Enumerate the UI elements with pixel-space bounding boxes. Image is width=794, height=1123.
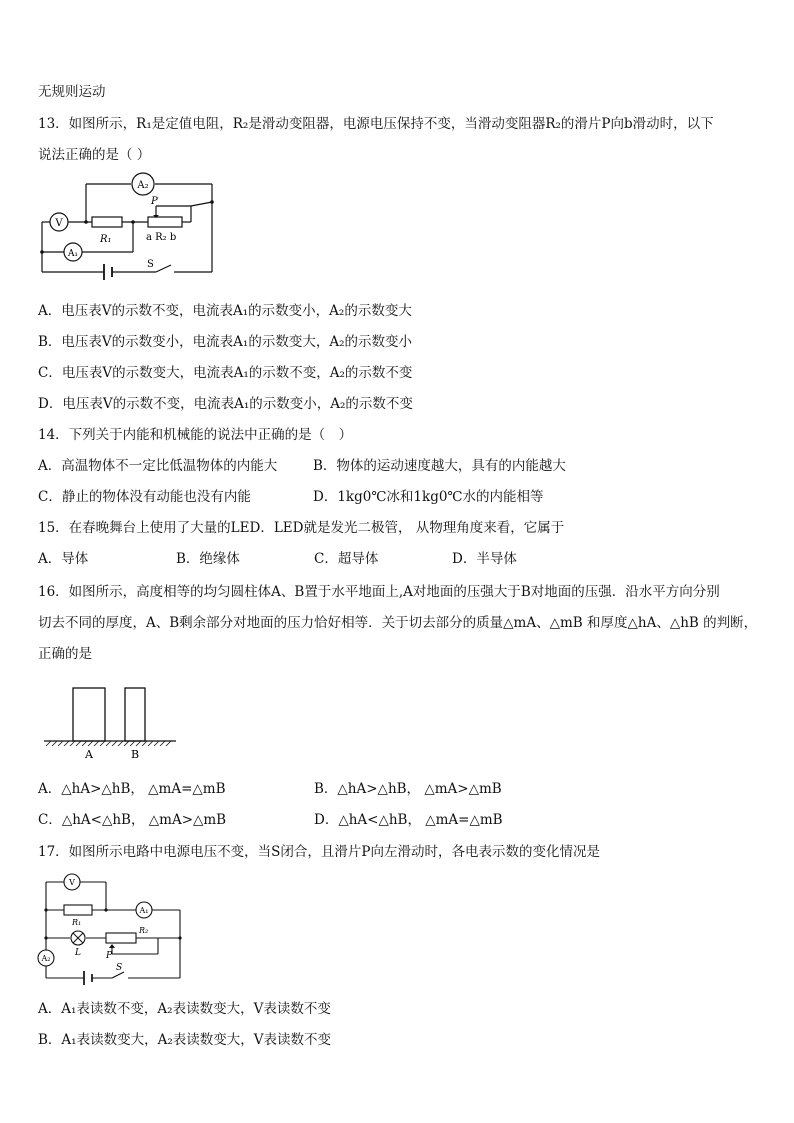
q13-s-label: S	[147, 259, 154, 270]
q16-option-a: A．△hA>△hB， △mA=△mB	[38, 781, 226, 797]
q13-option-a: A．电压表V的示数不变，电流表A₁的示数变小，A₂的示数变大	[38, 303, 412, 319]
q16-stem-line2: 切去不同的厚度，A、B剩余部分对地面的压力恰好相等．关于切去部分的质量△mA、△mB 和厚度△hA、△hB 的判断，	[38, 615, 758, 631]
q15-option-d: D．半导体	[452, 551, 517, 567]
q17-p-label: P	[106, 951, 113, 961]
q13-a1-label: A₁	[67, 249, 79, 259]
q17-a1-label: A₁	[139, 906, 149, 915]
q14-option-d: D．1kg0℃冰和1kg0℃水的内能相等	[313, 489, 544, 505]
q16-stem-line1: 16．如图所示，高度相等的均匀圆柱体A、B置于水平地面上,A对地面的压强大于B对地面的压强．沿水平方向分别	[38, 584, 720, 600]
q14-option-b: B．物体的运动速度越大，具有的内能越大	[313, 458, 566, 474]
q13-v-label: V	[55, 218, 63, 229]
q14-option-c: C．静止的物体没有动能也没有内能	[38, 489, 251, 505]
q17-r1-label: R₁	[72, 918, 82, 927]
q16-cylinders-diagram	[40, 684, 180, 764]
q17-stem: 17．如图所示电路中电源电压不变，当S闭合，且滑片P向左滑动时，各电表示数的变化情况是	[38, 844, 601, 860]
q15-option-a: A．导体	[38, 551, 89, 567]
q17-circuit-diagram	[36, 870, 186, 985]
q16-option-d: D．△hA<△hB， △mA=△mB	[314, 812, 503, 828]
q13-r1-label: R₁	[100, 234, 112, 245]
q17-option-a: A．A₁表读数不变，A₂表读数变大，V表读数不变	[38, 1001, 331, 1017]
q16-option-c: C．△hA<△hB， △mA>△mB	[38, 812, 227, 828]
q15-option-b: B．绝缘体	[176, 551, 240, 567]
q17-option-b: B．A₁表读数变大，A₂表读数变大，V表读数不变	[38, 1032, 331, 1048]
q13-p-label: P	[151, 196, 158, 207]
q13-option-c: C．电压表V的示数变大，电流表A₁的示数不变，A₂的示数不变	[38, 365, 413, 381]
q13-stem-line1: 13．如图所示，R₁是定值电阻，R₂是滑动变阻器，电源电压保持不变，当滑动变阻器R₂的滑片P向b滑动时，以下	[38, 116, 714, 132]
q17-r2-label: R₂	[139, 926, 149, 935]
q15-option-c: C．超导体	[314, 551, 379, 567]
q14-stem: 14．下列关于内能和机械能的说法中正确的是（ ）	[38, 427, 353, 443]
q17-a2-label: A₂	[41, 954, 51, 963]
q16-stem-line3: 正确的是	[38, 646, 92, 662]
q16-label-a: A	[85, 748, 93, 761]
q13-circuit-diagram	[36, 172, 226, 282]
q13-option-b: B．电压表V的示数变小，电流表A₁的示数变大，A₂的示数变小	[38, 334, 412, 350]
q17-l-label: L	[75, 948, 81, 958]
q13-a2-label: A₂	[137, 180, 149, 191]
q17-s-label: S	[116, 963, 123, 973]
q17-v-label: V	[69, 878, 75, 887]
q13-r2-label: a R₂ b	[146, 232, 177, 243]
q15-stem: 15．在春晚舞台上使用了大量的LED．LED就是发光二极管， 从物理角度来看，它属于	[38, 520, 565, 536]
continued-text: 无规则运动	[38, 84, 106, 100]
q16-label-b: B	[130, 748, 140, 761]
q14-option-a: A．高温物体不一定比低温物体的内能大	[38, 458, 278, 474]
q16-option-b: B．△hA>△hB， △mA>△mB	[314, 781, 502, 797]
q13-option-d: D．电压表V的示数不变，电流表A₁的示数变小，A₂的示数不变	[38, 396, 413, 412]
q13-stem-line2: 说法正确的是（ ）	[38, 147, 151, 163]
